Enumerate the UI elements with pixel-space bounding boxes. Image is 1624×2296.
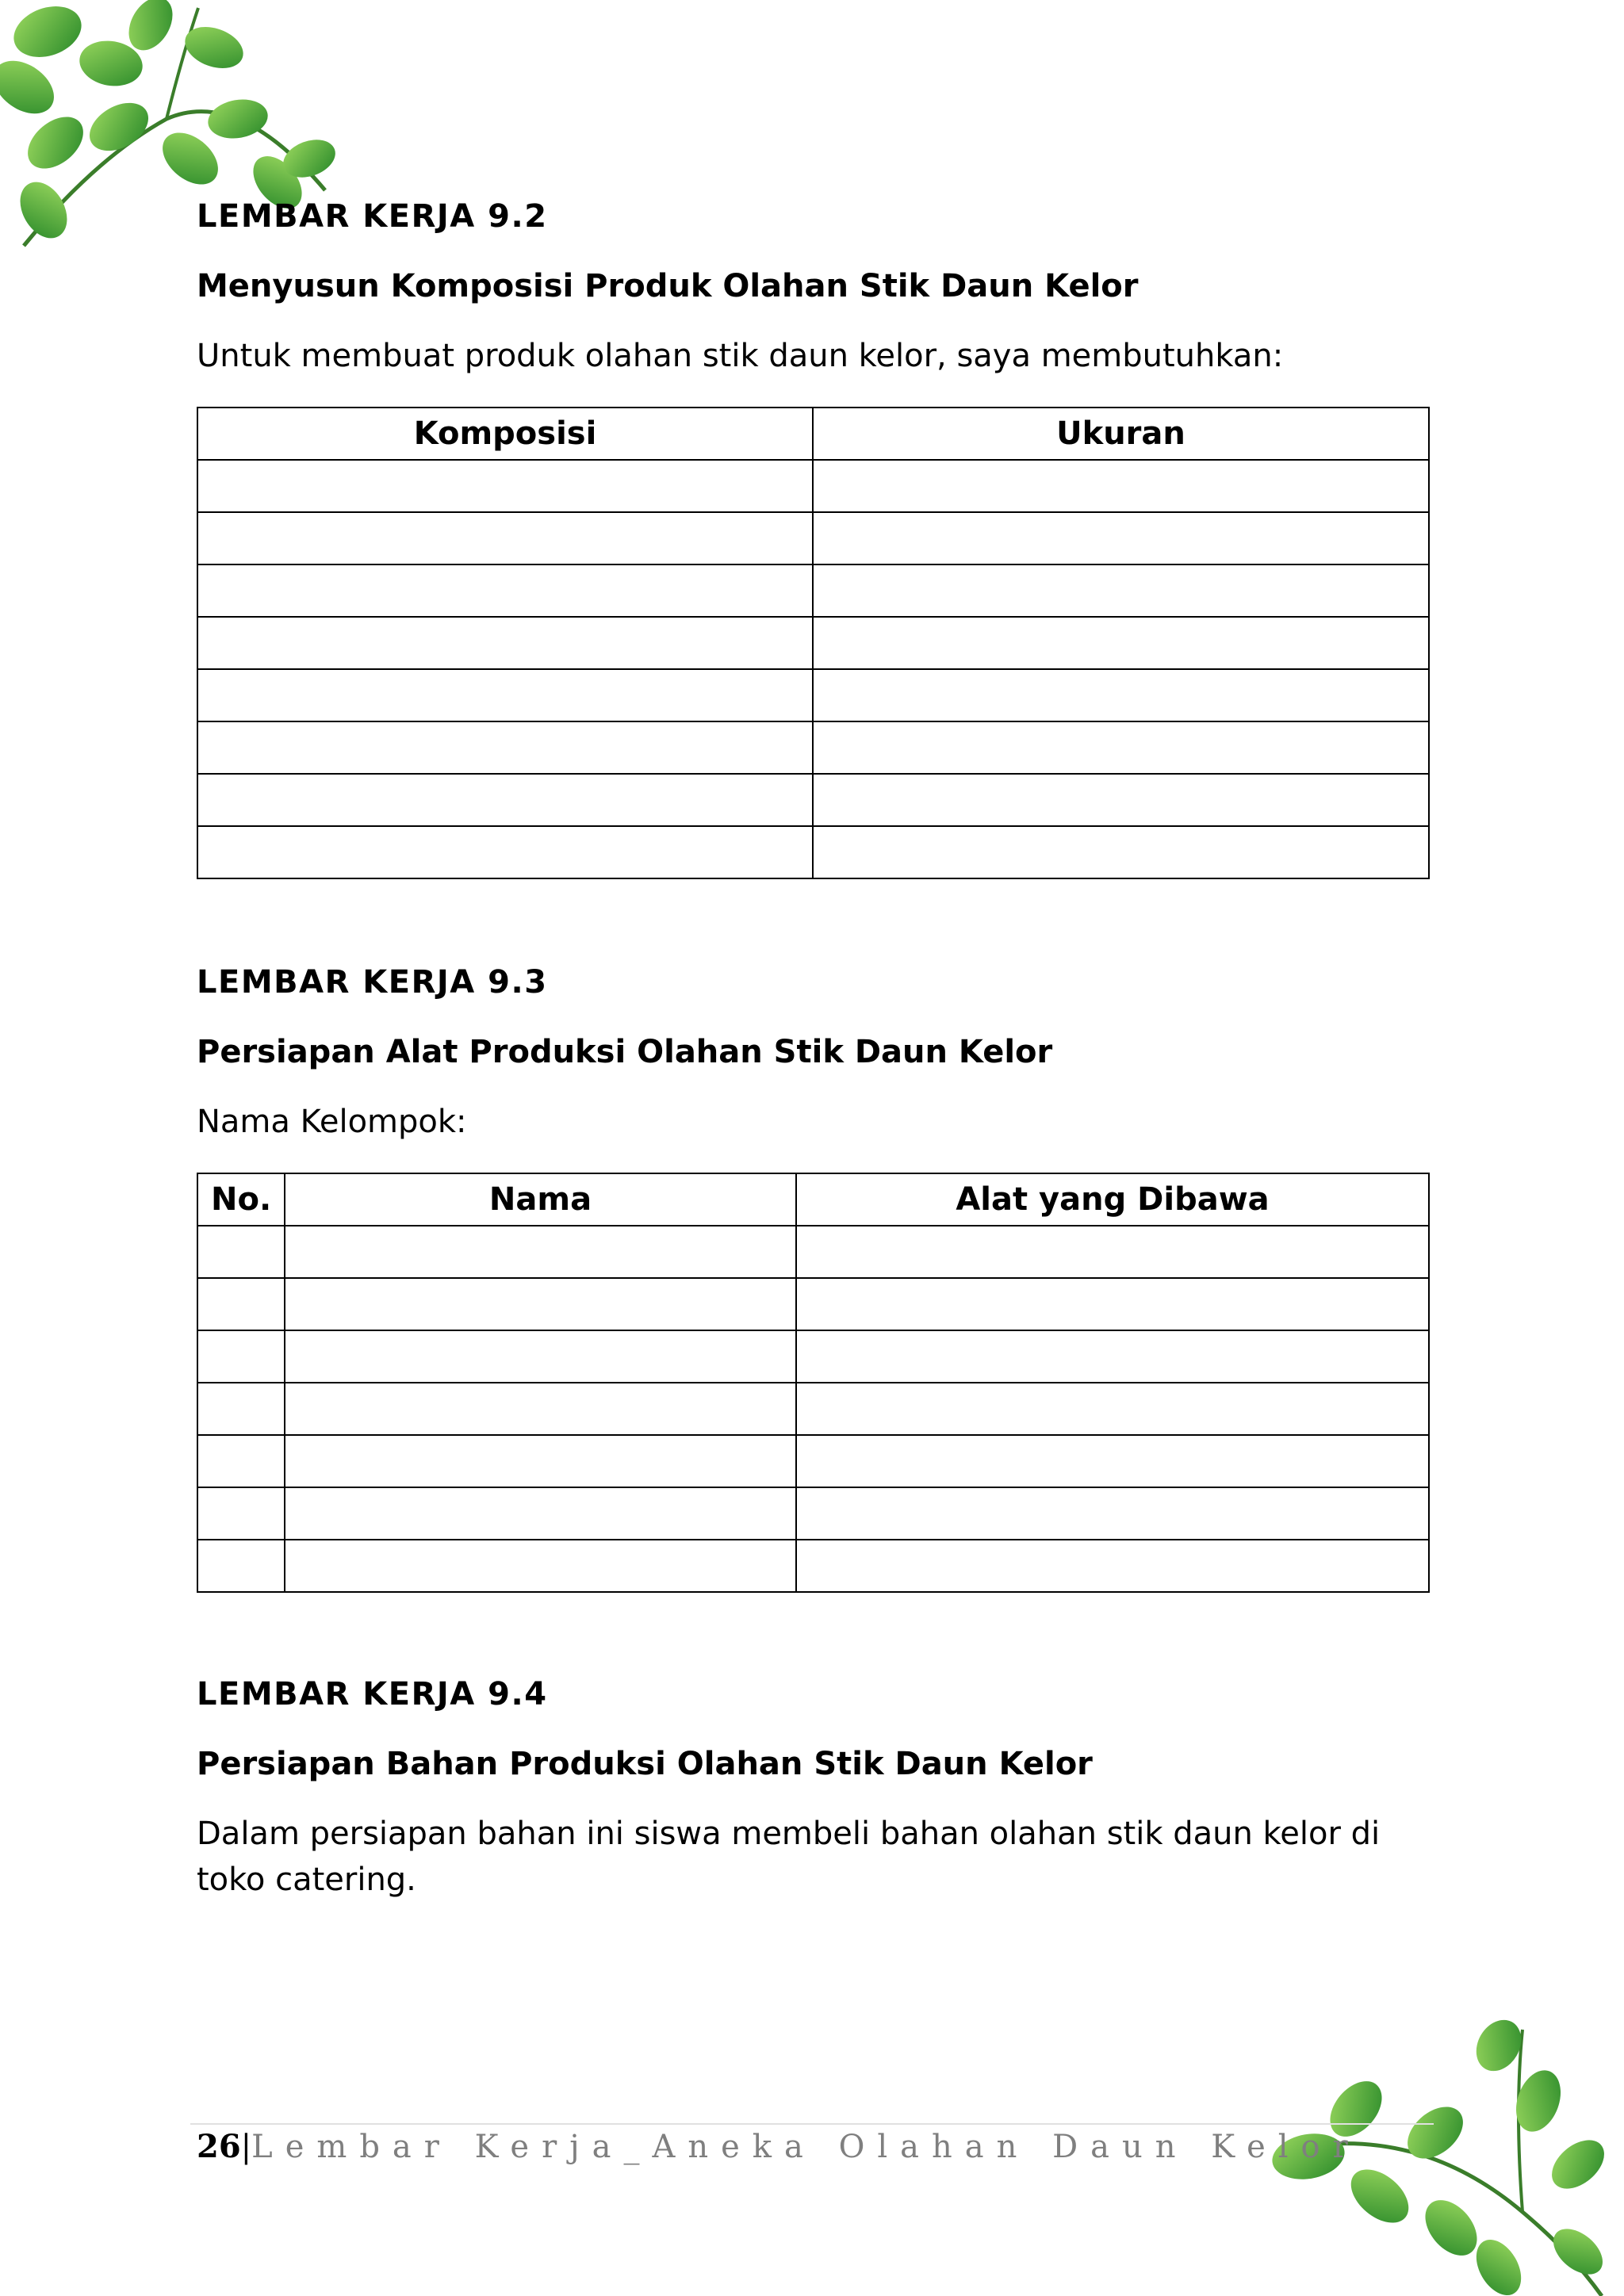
table-alat [197, 1173, 1430, 1593]
table-cell[interactable] [813, 512, 1429, 564]
table-cell[interactable] [285, 1487, 796, 1540]
table-row [197, 512, 1429, 564]
table-cell[interactable] [796, 1540, 1429, 1592]
table-header-row [197, 1173, 1429, 1226]
table-cell[interactable] [197, 1435, 285, 1487]
table-cell[interactable] [796, 1278, 1429, 1330]
table-row [197, 1226, 1429, 1278]
table-row [197, 1330, 1429, 1383]
footer-separator: | [240, 2129, 252, 2165]
table-row [197, 774, 1429, 826]
heading-lembar-kerja-9-2: LEMBAR KERJA 9.2 [197, 198, 548, 235]
table-row [197, 826, 1429, 878]
table-cell[interactable] [813, 669, 1429, 721]
table-row [197, 669, 1429, 721]
footer-divider [190, 2123, 1434, 2125]
table-row [197, 721, 1429, 774]
page-footer [197, 2128, 1361, 2165]
subtitle-komposisi: Menyusun Komposisi Produk Olahan Stik Daun Kelor [197, 268, 1139, 304]
table-cell[interactable] [197, 1540, 285, 1592]
column-header-nama: Nama [285, 1173, 796, 1226]
table-cell[interactable] [197, 669, 813, 721]
table-cell[interactable] [285, 1435, 796, 1487]
paragraph-persiapan-bahan: Dalam persiapan bahan ini siswa membeli bahan olahan stik daun kelor di toko catering. [197, 1816, 1381, 1898]
table-cell[interactable] [285, 1278, 796, 1330]
column-header-no: No. [197, 1173, 285, 1226]
table-cell[interactable] [285, 1383, 796, 1435]
paragraph-kebutuhan: Untuk membuat produk olahan stik daun kelor, saya membutuhkan: [197, 338, 1284, 374]
table-cell[interactable] [813, 774, 1429, 826]
table-cell[interactable] [197, 721, 813, 774]
table-cell[interactable] [197, 1226, 285, 1278]
table-row [197, 1435, 1429, 1487]
subtitle-persiapan-alat: Persiapan Alat Produksi Olahan Stik Daun Kelor [197, 1034, 1053, 1070]
table-cell[interactable] [197, 1278, 285, 1330]
table-cell[interactable] [285, 1330, 796, 1383]
table-cell[interactable] [197, 512, 813, 564]
table-cell[interactable] [813, 564, 1429, 617]
table-cell[interactable] [197, 617, 813, 669]
table-row [197, 1540, 1429, 1592]
table-cell[interactable] [197, 1487, 285, 1540]
table-row [197, 1487, 1429, 1540]
table-cell[interactable] [197, 460, 813, 512]
table-row [197, 460, 1429, 512]
table-cell[interactable] [796, 1226, 1429, 1278]
table-row [197, 564, 1429, 617]
footer-title: Lembar Kerja_Aneka Olahan Daun Kelor [251, 2129, 1361, 2165]
table-cell[interactable] [813, 460, 1429, 512]
column-header-alat: Alat yang Dibawa [796, 1173, 1429, 1226]
table-row [197, 1383, 1429, 1435]
table-komposisi [197, 407, 1430, 879]
subtitle-persiapan-bahan: Persiapan Bahan Produksi Olahan Stik Daun Kelor [197, 1746, 1093, 1782]
table-cell[interactable] [197, 1330, 285, 1383]
table-row [197, 1278, 1429, 1330]
table-cell[interactable] [796, 1383, 1429, 1435]
table-cell[interactable] [796, 1487, 1429, 1540]
table-cell[interactable] [285, 1540, 796, 1592]
paragraph-nama-kelompok: Nama Kelompok: [197, 1104, 467, 1140]
table-cell[interactable] [813, 826, 1429, 878]
column-header-komposisi: Komposisi [197, 408, 813, 460]
table-cell[interactable] [796, 1435, 1429, 1487]
heading-lembar-kerja-9-3: LEMBAR KERJA 9.3 [197, 964, 548, 1001]
table-cell[interactable] [197, 1383, 285, 1435]
table-cell[interactable] [285, 1226, 796, 1278]
table-cell[interactable] [197, 826, 813, 878]
table-cell[interactable] [813, 721, 1429, 774]
table-cell[interactable] [197, 564, 813, 617]
table-cell[interactable] [796, 1330, 1429, 1383]
table-header-row [197, 408, 1429, 460]
table-row [197, 617, 1429, 669]
column-header-ukuran: Ukuran [813, 408, 1429, 460]
heading-lembar-kerja-9-4: LEMBAR KERJA 9.4 [197, 1676, 548, 1712]
page-number: 26 [197, 2128, 241, 2165]
table-cell[interactable] [813, 617, 1429, 669]
table-cell[interactable] [197, 774, 813, 826]
